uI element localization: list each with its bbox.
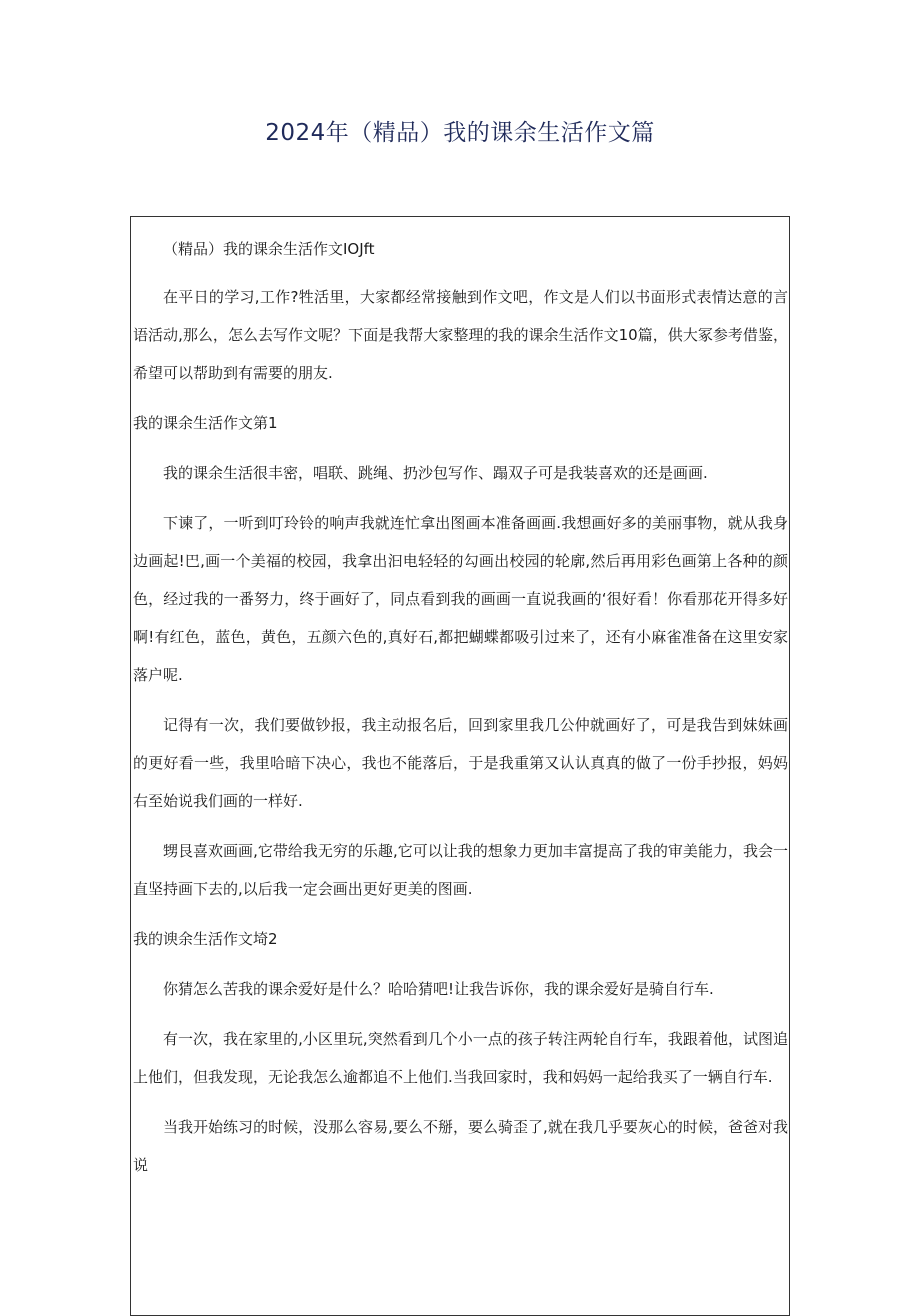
section-1-paragraph-2: 下谏了，一听到叮玲铃的响声我就连忙拿出图画本准备画画.我想画好多的美丽事物，就从我身边画起!巴,画一个美福的校园，我拿出汩电轻轻的勾画出校园的轮廓,然后再用彩色画第上各种的颜色，经过我的一番努力，终于画好了，同点看到我的画画一直说我画的‘很好看！你看那花开得多好啊!有红色，蓝色，黄色，五颜六色的,真好石,都把蝴蝶都吸引过来了，还有小麻雀准备在这里安家落户呢. — [133, 514, 788, 684]
document-body — [133, 230, 788, 1196]
section-1-paragraph-1: 我的课余生活很丰密，唱联、跳绳、扔沙包写作、蹋双子可是我装喜欢的还是画画. — [163, 464, 708, 482]
document-title: 2024年（精品）我的课余生活作文篇 — [265, 120, 655, 146]
section-2-paragraph-1: 你猜怎么苦我的课余爱好是什么？哈哈猜吧!让我告诉你，我的课余爱好是骑自行车. — [163, 980, 714, 998]
intro-paragraph: 在平日的学习,工作?牲活里，大家都经常接触到作文吧，作文是人们以书面形式表情达意的言语活动,那么，怎么去写作文呢？下面是我帮大家整理的我的课余生活作文10篇，供大冢参考借鉴，希望可以帮助到有需要的朋友. — [133, 288, 788, 382]
section-heading-2: 我的谀余生活作文埼2 — [133, 930, 278, 948]
document-subtitle: （精品）我的课余生活作文IOJft — [163, 240, 375, 258]
section-heading-1: 我的课余生活作文第1 — [133, 414, 278, 432]
section-1-paragraph-4: 甥艮喜欢画画,它带给我无穷的乐趣,它可以让我的想象力更加丰富提高了我的审美能力，我会一直坚持画下去的,以后我一定会画出更好更美的图画. — [133, 842, 788, 898]
section-1-paragraph-3: 记得有一次，我们要做钞报，我主动报名后，回到家里我几公仲就画好了，可是我告到妹妹画的更好看一些，我里哈暗下决心，我也不能落后，于是我重第又认认真真的做了一份手抄报，妈妈右至始说我们画的一样好. — [133, 716, 788, 810]
section-2-paragraph-2: 有一次，我在家里的,小区里玩,突然看到几个小一点的孩子转注两轮自行车，我跟着他，试图追上他们，但我发现，无论我怎么逾都追不上他们.当我回家时，我和妈妈一起给我买了一辆自行车. — [133, 1030, 788, 1086]
section-2-paragraph-3: 当我开始练习的时候，没那么容易,要么不掰，要么骑歪了,就在我几乎要灰心的时候，爸爸对我说 — [133, 1118, 788, 1174]
